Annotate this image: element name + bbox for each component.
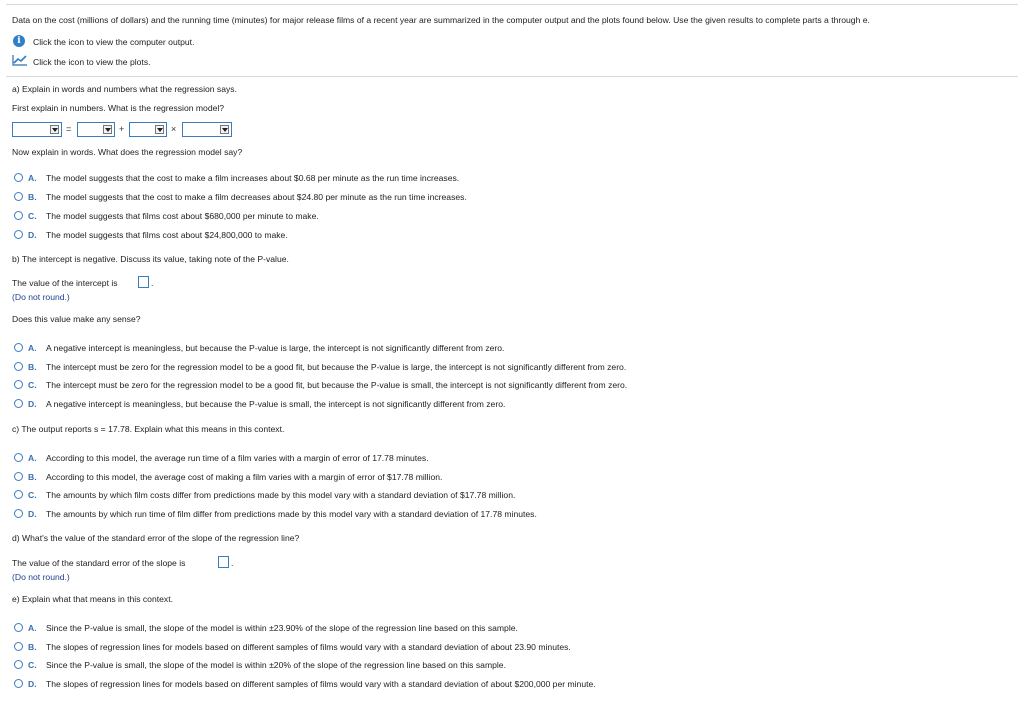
plus-sign: +: [119, 124, 125, 134]
times-sign: ×: [171, 124, 177, 134]
option-letter: A.: [28, 453, 37, 463]
option-b-radio[interactable]: [14, 642, 23, 651]
option-text[interactable]: The intercept must be zero for the regression model to be a good fit, but because the P-value is large, the intercept is not significantly different from zero.: [46, 362, 627, 372]
plots-link[interactable]: Click the icon to view the plots.: [33, 57, 151, 67]
equals-sign: =: [66, 124, 72, 134]
option-text[interactable]: A negative intercept is meaningless, but because the P-value is small, the intercept is not significantly different from zero.: [46, 399, 506, 409]
option-letter: C.: [28, 660, 37, 670]
option-a-radio[interactable]: [14, 173, 23, 182]
option-b-radio[interactable]: [14, 192, 23, 201]
plot-icon[interactable]: [12, 54, 28, 66]
option-letter: D.: [28, 679, 37, 689]
option-b-radio[interactable]: [14, 362, 23, 371]
option-d-radio[interactable]: [14, 399, 23, 408]
option-text[interactable]: A negative intercept is meaningless, but because the P-value is large, the intercept is not significantly different from zero.: [46, 343, 505, 353]
option-b-radio[interactable]: [14, 472, 23, 481]
response-variable-dropdown[interactable]: [12, 122, 62, 137]
chevron-down-icon: [103, 125, 112, 134]
option-a-radio[interactable]: [14, 453, 23, 462]
option-letter: D.: [28, 230, 37, 240]
top-divider: [6, 4, 1018, 5]
part-a-words-prompt: Now explain in words. What does the regression model say?: [12, 147, 243, 157]
intercept-dropdown[interactable]: [77, 122, 115, 137]
chevron-down-icon: [50, 125, 59, 134]
option-text[interactable]: According to this model, the average run time of a film varies with a margin of error of 17.78 minutes.: [46, 453, 429, 463]
option-letter: C.: [28, 380, 37, 390]
option-letter: A.: [28, 343, 37, 353]
slope-se-prompt: The value of the standard error of the slope is: [12, 558, 186, 568]
rounding-hint: (Do not round.): [12, 572, 70, 582]
part-c-title: c) The output reports s = 17.78. Explain what this means in this context.: [12, 424, 285, 434]
option-text[interactable]: The amounts by which run time of film differ from predictions made by this model vary with a standard deviation of 17.78 minutes.: [46, 509, 537, 519]
option-a-radio[interactable]: [14, 343, 23, 352]
period: .: [151, 278, 154, 288]
option-letter: C.: [28, 490, 37, 500]
option-letter: A.: [28, 173, 37, 183]
option-a-radio[interactable]: [14, 623, 23, 632]
intercept-prompt: The value of the intercept is: [12, 278, 118, 288]
option-letter: B.: [28, 472, 37, 482]
period: .: [231, 558, 234, 568]
option-letter: D.: [28, 399, 37, 409]
slope-dropdown[interactable]: [129, 122, 167, 137]
option-c-radio[interactable]: [14, 380, 23, 389]
chevron-down-icon: [155, 125, 164, 134]
part-b-title: b) The intercept is negative. Discuss its value, taking note of the P-value.: [12, 254, 289, 264]
predictor-dropdown[interactable]: [182, 122, 232, 137]
option-letter: A.: [28, 623, 37, 633]
option-text[interactable]: The model suggests that films cost about $24,800,000 to make.: [46, 230, 288, 240]
rounding-hint: (Do not round.): [12, 292, 70, 302]
option-text[interactable]: The amounts by which film costs differ from predictions made by this model vary with a standard deviation of $17.78 million.: [46, 490, 516, 500]
part-b-question: Does this value make any sense?: [12, 314, 141, 324]
option-text[interactable]: The model suggests that the cost to make a film increases about $0.68 per minute as the run time increases.: [46, 173, 460, 183]
option-letter: B.: [28, 192, 37, 202]
info-icon[interactable]: i: [13, 35, 25, 47]
part-e-title: e) Explain what that means in this context.: [12, 594, 173, 604]
option-text[interactable]: Since the P-value is small, the slope of the model is within ±20% of the slope of the regression line based on this sample.: [46, 660, 506, 670]
option-d-radio[interactable]: [14, 509, 23, 518]
computer-output-link[interactable]: Click the icon to view the computer output.: [33, 37, 195, 47]
option-c-radio[interactable]: [14, 490, 23, 499]
option-letter: D.: [28, 509, 37, 519]
option-letter: C.: [28, 211, 37, 221]
part-a-numbers-prompt: First explain in numbers. What is the regression model?: [12, 103, 225, 113]
option-letter: B.: [28, 362, 37, 372]
part-a-title: a) Explain in words and numbers what the regression says.: [12, 84, 237, 94]
header-divider: [6, 76, 1018, 77]
option-text[interactable]: The intercept must be zero for the regression model to be a good fit, but because the P-value is small, the intercept is not significantly different from zero.: [46, 380, 628, 390]
option-letter: B.: [28, 642, 37, 652]
option-c-radio[interactable]: [14, 211, 23, 220]
option-text[interactable]: The model suggests that the cost to make a film decreases about $24.80 per minute as the run time increases.: [46, 192, 467, 202]
option-text[interactable]: Since the P-value is small, the slope of the model is within ±23.90% of the slope of the regression line based on this sample.: [46, 623, 518, 633]
option-text[interactable]: The model suggests that films cost about $680,000 per minute to make.: [46, 211, 319, 221]
option-d-radio[interactable]: [14, 679, 23, 688]
option-d-radio[interactable]: [14, 230, 23, 239]
part-d-title: d) What's the value of the standard error of the slope of the regression line?: [12, 533, 300, 543]
option-text[interactable]: The slopes of regression lines for models based on different samples of films would vary with a standard deviation of about 23.90 minutes.: [46, 642, 571, 652]
chevron-down-icon: [220, 125, 229, 134]
intercept-input[interactable]: [138, 276, 149, 288]
intro-text: Data on the cost (millions of dollars) and the running time (minutes) for major release films of a recent year are summarized in the computer output and the plots found below. Use the given results to complete parts a through e.: [12, 15, 870, 25]
option-text[interactable]: The slopes of regression lines for models based on different samples of films would vary with a standard deviation of about $200,000 per minute.: [46, 679, 596, 689]
option-text[interactable]: According to this model, the average cost of making a film varies with a margin of error of $17.78 million.: [46, 472, 443, 482]
slope-se-input[interactable]: [218, 556, 229, 568]
option-c-radio[interactable]: [14, 660, 23, 669]
